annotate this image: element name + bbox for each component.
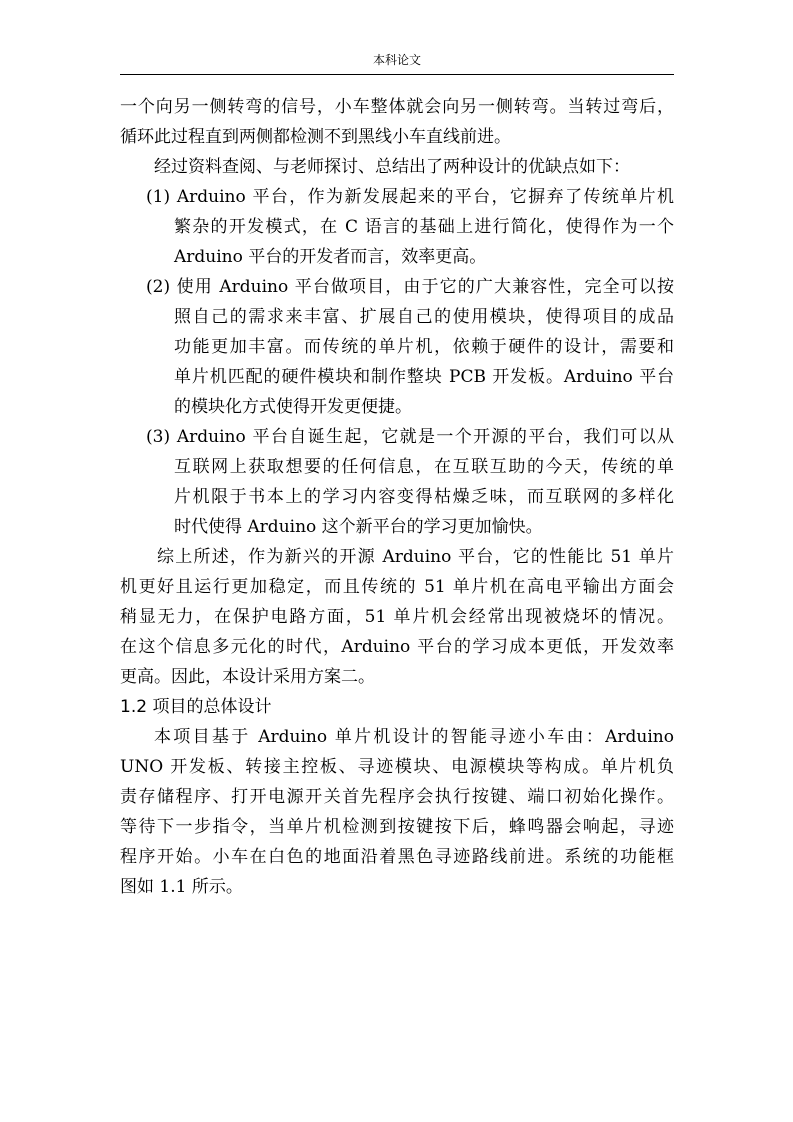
text-line: UNO 开发板、转接主控板、寻迹模块、电源模块等构成。单片机负 bbox=[120, 757, 674, 777]
text-line: 片机限于书本上的学习内容变得枯燥乏味，而互联网的多样化 bbox=[174, 487, 674, 507]
text-line: 照自己的需求来丰富、扩展自己的使用模块，使得项目的成品 bbox=[174, 307, 674, 327]
text-line: (3) Arduino 平台自诞生起，它就是一个开源的平台，我们可以从 bbox=[146, 427, 674, 447]
text-line: 循环此过程直到两侧都检测不到黑线小车直线前进。 bbox=[120, 127, 511, 147]
text-line: Arduino 平台的开发者而言，效率更高。 bbox=[174, 247, 487, 267]
text-line: 单片机匹配的硬件模块和制作整块 PCB 开发板。Arduino 平台 bbox=[174, 367, 674, 387]
document-body bbox=[120, 92, 674, 902]
text-line: 机更好且运行更加稳定，而且传统的 51 单片机在高电平输出方面会 bbox=[120, 577, 674, 597]
text-line: 本项目基于 Arduino 单片机设计的智能寻迹小车由：Arduino bbox=[154, 727, 674, 747]
text-line: 的模块化方式使得开发更便捷。 bbox=[174, 397, 412, 417]
text-line: 综上所述，作为新兴的开源 Arduino 平台，它的性能比 51 单片 bbox=[157, 547, 674, 567]
comparison-lead-paragraph bbox=[120, 152, 674, 182]
text-line: 功能更加丰富。而传统的单片机，依赖于硬件的设计，需要和 bbox=[174, 337, 674, 357]
design-paragraph bbox=[120, 722, 674, 902]
text-line: 程序开始。小车在白色的地面沿着黑色寻迹路线前进。系统的功能框 bbox=[120, 847, 674, 867]
text-line: 一个向另一侧转弯的信号，小车整体就会向另一侧转弯。当转过弯后， bbox=[120, 97, 674, 117]
text-line: 等待下一步指令，当单片机检测到按键按下后，蜂鸣器会响起，寻迹 bbox=[120, 817, 674, 837]
text-line: 图如 1.1 所示。 bbox=[120, 877, 243, 897]
section-heading: 1.2 项目的总体设计 bbox=[120, 697, 272, 717]
intro-paragraph bbox=[120, 92, 674, 152]
summary-paragraph bbox=[120, 542, 674, 692]
text-line: (1) Arduino 平台，作为新发展起来的平台，它摒弃了传统单片机 bbox=[146, 187, 674, 207]
list-item-2 bbox=[120, 272, 674, 422]
list-item-1 bbox=[120, 182, 674, 272]
text-line: 繁杂的开发模式，在 C 语言的基础上进行简化，使得作为一个 bbox=[174, 217, 674, 237]
text-line: 在这个信息多元化的时代，Arduino 平台的学习成本更低，开发效率 bbox=[120, 637, 674, 657]
text-line: 时代使得 Arduino 这个新平台的学习更加愉快。 bbox=[174, 517, 543, 537]
page-header bbox=[120, 52, 674, 75]
list-item-3 bbox=[120, 422, 674, 542]
text-line: 更高。因此，本设计采用方案二。 bbox=[120, 667, 375, 687]
text-line: 稍显无力，在保护电路方面，51 单片机会经常出现被烧坏的情况。 bbox=[120, 607, 674, 627]
header-title: 本科论文 bbox=[372, 53, 421, 67]
text-line: (2) 使用 Arduino 平台做项目，由于它的广大兼容性，完全可以按 bbox=[146, 277, 674, 297]
text-line: 责存储程序、打开电源开关首先程序会执行按键、端口初始化操作。 bbox=[120, 787, 674, 807]
text-line: 互联网上获取想要的任何信息，在互联互助的今天，传统的单 bbox=[174, 457, 674, 477]
text-line: 经过资料查阅、与老师探讨、总结出了两种设计的优缺点如下： bbox=[154, 157, 630, 177]
